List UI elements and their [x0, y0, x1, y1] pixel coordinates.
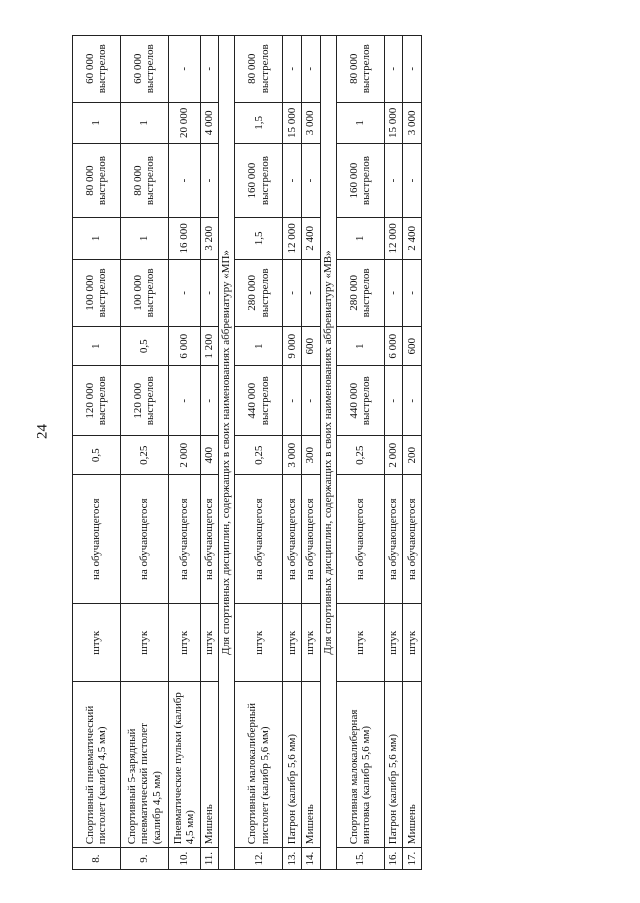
service-life: - — [403, 144, 422, 218]
unit: штук — [283, 604, 302, 682]
quantity: 12 000 — [384, 218, 403, 259]
unit: штук — [73, 604, 121, 682]
service-life: - — [283, 144, 302, 218]
service-life: - — [302, 144, 321, 218]
service-life: - — [403, 366, 422, 436]
item-name: Спортивный малокалиберный пистолет (калибр 5,6 мм) — [235, 682, 283, 848]
service-life: - — [200, 366, 219, 436]
item-name: Спортивная малокалиберная винтовка (калибр 5,6 мм) — [336, 682, 384, 848]
calculation-unit: на обучающегося — [168, 475, 200, 604]
calculation-unit: на обучающегося — [336, 475, 384, 604]
quantity: 2 400 — [302, 218, 321, 259]
service-life: 80 000 выстрелов — [120, 144, 168, 218]
page-number: 24 — [34, 424, 51, 439]
row-number: 9. — [120, 848, 168, 870]
service-life: 80 000 выстрелов — [235, 36, 283, 103]
quantity: 0,5 — [73, 436, 121, 475]
calculation-unit: на обучающегося — [403, 475, 422, 604]
service-life: - — [200, 259, 219, 327]
section-row — [320, 36, 336, 870]
quantity: 1 — [120, 218, 168, 259]
quantity: 300 — [302, 436, 321, 475]
quantity: 6 000 — [168, 327, 200, 366]
calculation-unit: на обучающегося — [73, 475, 121, 604]
quantity: 12 000 — [283, 218, 302, 259]
table-row — [283, 36, 302, 870]
service-life: 60 000 выстрелов — [120, 36, 168, 103]
unit: штук — [235, 604, 283, 682]
quantity: 3 000 — [283, 436, 302, 475]
row-number: 16. — [384, 848, 403, 870]
table-row — [384, 36, 403, 870]
section-heading-mv: Для спортивных дисциплин, содержащих в своих наименованиях аббревиатуру «МВ» — [320, 36, 336, 870]
service-life: 80 000 выстрелов — [336, 36, 384, 103]
quantity: 200 — [403, 436, 422, 475]
service-life: 160 000 выстрелов — [235, 144, 283, 218]
quantity: 15 000 — [384, 102, 403, 143]
quantity: 0,25 — [336, 436, 384, 475]
quantity: 3 000 — [403, 102, 422, 143]
service-life: - — [283, 366, 302, 436]
item-name: Мишень — [403, 682, 422, 848]
service-life: 120 000 выстрелов — [73, 366, 121, 436]
item-name: Патрон (калибр 5,6 мм) — [384, 682, 403, 848]
item-name: Спортивный пневматический пистолет (калибр 4,5 мм) — [73, 682, 121, 848]
calculation-unit: на обучающегося — [302, 475, 321, 604]
calculation-unit: на обучающегося — [283, 475, 302, 604]
unit: штук — [403, 604, 422, 682]
service-life: - — [168, 366, 200, 436]
service-life: - — [403, 36, 422, 103]
service-life: - — [283, 259, 302, 327]
row-number: 12. — [235, 848, 283, 870]
quantity: 0,5 — [120, 327, 168, 366]
service-life: 80 000 выстрелов — [73, 144, 121, 218]
service-life: 160 000 выстрелов — [336, 144, 384, 218]
service-life: - — [200, 36, 219, 103]
service-life: 100 000 выстрелов — [73, 259, 121, 327]
service-life: - — [384, 366, 403, 436]
table-row — [73, 36, 121, 870]
quantity: 1 — [120, 102, 168, 143]
quantity: 1 — [73, 327, 121, 366]
row-number: 11. — [200, 848, 219, 870]
service-life: 280 000 выстрелов — [336, 259, 384, 327]
table-row — [235, 36, 283, 870]
service-life: - — [168, 36, 200, 103]
table-row — [120, 36, 168, 870]
unit: штук — [302, 604, 321, 682]
quantity: 1 — [235, 327, 283, 366]
quantity: 600 — [302, 327, 321, 366]
equipment-table — [72, 35, 422, 870]
quantity: 2 400 — [403, 218, 422, 259]
quantity: 600 — [403, 327, 422, 366]
unit: штук — [336, 604, 384, 682]
service-life: - — [384, 36, 403, 103]
calculation-unit: на обучающегося — [200, 475, 219, 604]
quantity: 400 — [200, 436, 219, 475]
service-life: 440 000 выстрелов — [336, 366, 384, 436]
quantity: 16 000 — [168, 218, 200, 259]
section-row — [219, 36, 235, 870]
quantity: 9 000 — [283, 327, 302, 366]
row-number: 8. — [73, 848, 121, 870]
item-name: Пневматические пульки (калибр 4,5 мм) — [168, 682, 200, 848]
service-life: 440 000 выстрелов — [235, 366, 283, 436]
service-life: - — [302, 36, 321, 103]
table-row — [403, 36, 422, 870]
table-row — [302, 36, 321, 870]
service-life: - — [384, 259, 403, 327]
unit: штук — [200, 604, 219, 682]
item-name: Патрон (калибр 5,6 мм) — [283, 682, 302, 848]
quantity: 0,25 — [120, 436, 168, 475]
service-life: - — [283, 36, 302, 103]
calculation-unit: на обучающегося — [384, 475, 403, 604]
unit: штук — [168, 604, 200, 682]
quantity: 20 000 — [168, 102, 200, 143]
quantity: 1 — [73, 218, 121, 259]
equipment-table-rotated — [72, 35, 422, 870]
item-name: Мишень — [200, 682, 219, 848]
quantity: 1 — [336, 102, 384, 143]
service-life: - — [384, 144, 403, 218]
table-row — [200, 36, 219, 870]
quantity: 1,5 — [235, 218, 283, 259]
table-row — [336, 36, 384, 870]
item-name: Спортивный 5-зарядный пневматический пистолет (калибр 4,5 мм) — [120, 682, 168, 848]
quantity: 1,5 — [235, 102, 283, 143]
row-number: 15. — [336, 848, 384, 870]
service-life: - — [168, 259, 200, 327]
table-row — [168, 36, 200, 870]
quantity: 3 200 — [200, 218, 219, 259]
section-heading-mp: Для спортивных дисциплин, содержащих в своих наименованиях аббревиатуру «МП» — [219, 36, 235, 870]
quantity: 6 000 — [384, 327, 403, 366]
service-life: 100 000 выстрелов — [120, 259, 168, 327]
quantity: 4 000 — [200, 102, 219, 143]
unit: штук — [384, 604, 403, 682]
service-life: 60 000 выстрелов — [73, 36, 121, 103]
service-life: 120 000 выстрелов — [120, 366, 168, 436]
row-number: 17. — [403, 848, 422, 870]
quantity: 3 000 — [302, 102, 321, 143]
row-number: 14. — [302, 848, 321, 870]
service-life: - — [200, 144, 219, 218]
quantity: 2 000 — [168, 436, 200, 475]
quantity: 2 000 — [384, 436, 403, 475]
quantity: 1 — [336, 218, 384, 259]
row-number: 10. — [168, 848, 200, 870]
quantity: 1 — [336, 327, 384, 366]
quantity: 1 200 — [200, 327, 219, 366]
service-life: - — [168, 144, 200, 218]
service-life: - — [403, 259, 422, 327]
service-life: - — [302, 259, 321, 327]
row-number: 13. — [283, 848, 302, 870]
quantity: 0,25 — [235, 436, 283, 475]
calculation-unit: на обучающегося — [120, 475, 168, 604]
service-life: - — [302, 366, 321, 436]
calculation-unit: на обучающегося — [235, 475, 283, 604]
item-name: Мишень — [302, 682, 321, 848]
quantity: 1 — [73, 102, 121, 143]
service-life: 280 000 выстрелов — [235, 259, 283, 327]
quantity: 15 000 — [283, 102, 302, 143]
unit: штук — [120, 604, 168, 682]
